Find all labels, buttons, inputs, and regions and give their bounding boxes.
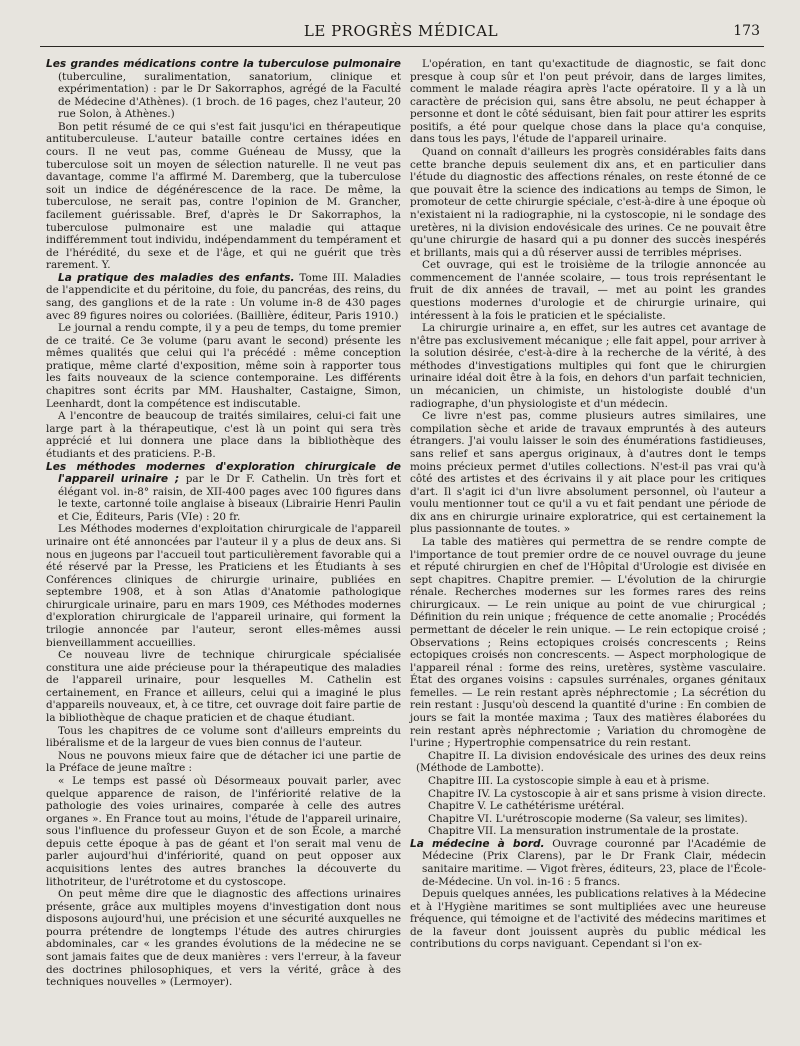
review-entry [46, 58, 401, 121]
review-title: Les méthodes modernes d'exploration chirurgicale de l'appareil urinaire ; [46, 460, 401, 486]
chapter-entry: Chapitre IV. La cystoscopie à air et sans prisme à vision directe. [428, 787, 766, 800]
review-citation: Tome III. Maladies de l'appendicite et du péritoine, du foie, du pancréas, des reins, du sang, des ganglions et de la rate : Un volume in-8 de 430 pages avec 89 figures noires ou coloriées. (Baillière, éditeur, Paris 1910.) [46, 271, 402, 322]
review-citation: Ouvrage couronné par l'Académie de Médecine (Prix Clarens), par le Dr Frank Clair, médecin sanitaire maritime. — Vigot frères, éditeurs, 23, place de l'École-de-Médecine. Un vol. in-16 : 5 francs. [422, 837, 766, 888]
chapter-entry: Chapitre VII. La mensuration instrumentale de la prostate. [428, 825, 739, 838]
chapter-entry: Chapitre III. La cystoscopie simple à eau et à prisme. [428, 774, 710, 787]
table-of-contents: La table des matières qui permettra de se rendre compte de l'importance de tout premier ordre de ce nouvel ouvrage du jeune et réputé chirurgien en chef de l'Hôpital d'Urologie est divisée en sept chapitres. Chapitre premier. — L'évolution de la chirurgie rénale. Recherches modernes sur les formes rares des reins chirurgicaux. — Le rein unique au point de vue chirurgical ; Définition du rein unique ; fréquence de cette anomalie ; Procédés permettant de déceler le rein unique. — Le rein ectopique croisé ; Observations ; Reins ectopiques croisés concrescents ; Reins ectopiques croisés non concrescents. — Aspect morphologique de l'appareil rénal : forme des reins, uretères, système vasculaire. État des organes voisins : capsules surrénales, organes génitaux femelles. — Le rein restant après néphrectomie ; La sécrétion du rein restant : Jusqu'où descend la quantité d'urine : En combien de jours se fait la montée maxima ; Taux des matières élaborées du rein restant après néphrectomie ; Variation du chromogène de l'urine ; Hypertrophie compensatrice du rein restant. [410, 535, 766, 750]
right-column [410, 58, 766, 951]
running-title: LE PROGRÈS MÉDICAL [303, 22, 499, 40]
left-column [46, 58, 401, 989]
review-title: La médecine à bord. [410, 837, 545, 850]
quotation: L'opération, en tant qu'exactitude de diagnostic, se fait donc presque à coup sûr et l'on peut prévoir, dans de larges limites, comment le malade réagira après l'acte opératoire. Il y a là un caractère de précision qui, sans être absolu, ne peut échapper à personne et dont le côté séduisant, bien fait pour attirer les esprits positifs, a été pour quelque chose dans la place qu'a conquise, dans tous les pays, l'étude de l'appareil urinaire. [410, 58, 766, 146]
header-rule [40, 46, 764, 47]
review-entry [410, 838, 766, 888]
chapter-entry: Chapitre V. Le cathétérisme urétéral. [428, 800, 625, 813]
quotation: « Le temps est passé où Désormeaux pouvait parler, avec quelque apparence de raison, de l'infériorité relative de la pathologie des voies urinaires, comparée à celle des autres organes ». En France tout au moins, l'étude de l'appareil urinaire, sous l'influence du professeur Guyon et de son École, a marché depuis cette époque à pas de géant et l'on serait mal venu de parler aujourd'hui d'infériorité, quand on peut opposer aux acquisitions lentes des autres branches la découverte du lithotriteur, de l'urétrotome et du cystoscope. [46, 774, 401, 888]
quotation: La chirurgie urinaire a, en effet, sur les autres cet avantage de n'être pas exclusivement mécanique ; elle fait appel, pour arriver à la solution désirée, c'est-à-dire à la recherche de la vérité, à des méthodes d'investigations multiples qui font que le chirurgien urinaire idéal doit être à la fois, en dehors d'un parfait technicien, un mécanicien, un chimiste, un histologiste doublé d'un radiographe, d'un physiologiste et d'un médecin. [410, 322, 766, 410]
review-entry [46, 461, 401, 524]
paragraph: Les Méthodes modernes d'exploitation chirurgicale de l'appareil urinaire ont été annoncées par l'auteur il y a plus de deux ans. Si nous en jugeons par l'accueil tout particulièrement favorable qui a été réservé par la Presse, les Praticiens et les Étudiants à ses Conférences cliniques de chirurgie urinaire, publiées en septembre 1908, et à son Atlas d'Anatomie pathologique chirurgicale urinaire, paru en mars 1909, ces Méthodes modernes d'exploration chirurgicale de l'appareil urinaire, qui forment la trilogie annoncée par l'auteur, seront elles-mêmes aussi bienveillamment accueillies. [46, 523, 401, 649]
chapter-entry: Chapitre II. La division endovésicale des urines des deux reins (Méthode de Lambotte). [416, 749, 766, 775]
chapter-entry: Chapitre VI. L'urétroscopie moderne (Sa valeur, ses limites). [428, 812, 748, 825]
paragraph: Depuis quelques années, les publications relatives à la Médecine et à l'Hygiène maritimes se sont multipliées avec une heureuse fréquence, qui témoigne et de l'activité des médecins maritimes et de la faveur dont jouissent auprès du public médical les contributions du corps naviguant. Cependant si l'on ex- [410, 888, 766, 951]
paragraph: Le journal a rendu compte, il y a peu de temps, du tome premier de ce traité. Ce 3e volume (paru avant le second) présente les mêmes qualités que celui qui l'a précédé : même conception pratique, même clarté d'exposition, même soin à rapporter tous les faits nouveaux de la science contemporaine. Les différents chapitres sont écrits par MM. Haushalter, Castaigne, Simon, Leenhardt, dont la compétence est indiscutable. [46, 322, 401, 410]
quotation: Ce livre n'est pas, comme plusieurs autres similaires, une compilation sèche et aride de travaux empruntés à des auteurs étrangers. J'ai voulu laisser le soin des énumérations fastidieuses, sans relief et sans apergus originaux, à d'autres dont le temps moins précieux permet d'utiles collections. N'est-il pas vrai qu'à côté des artistes et des écrivains il y ait place pour les critiques d'art. Il s'agit ici d'un livre absolument personnel, où l'auteur a voulu mentionner tout ce qu'il a vu et fait pendant une période de dix ans en chirurgie urinaire exploratrice, qui est certainement la plus passionnante de toutes. » [410, 410, 766, 536]
quotation: Cet ouvrage, qui est le troisième de la trilogie annoncée au commencement de l'année scolaire, — tous trois représentant le fruit de dix années de travail, — met au point les grandes questions modernes d'urologie et de chirurgie urinaire, qui intéressent à la fois le praticien et le spécialiste. [410, 259, 766, 322]
quotation: On peut même dire que le diagnostic des affections urinaires présente, grâce aux multiples moyens d'investigation dont nous disposons aujourd'hui, une précision et une sécurité auxquelles ne pourra prétendre de longtemps l'étude des autres chirurgies abdominales, car « les grandes évolutions de la médecine ne se sont jamais faites que de deux manières : vers l'erreur, à la faveur des doctrines philosophiques, et vers la vérité, grâce à des techniques nouvelles » (Lermoyer). [46, 888, 401, 989]
review-entry [46, 272, 401, 322]
quotation: Quand on connaît d'ailleurs les progrès considérables faits dans cette branche depuis seulement dix ans, et en particulier dans l'étude du diagnostic des affections rénales, on reste étonné de ce que pouvait être la science des indications au temps de Simon, le promoteur de cette chirurgie spéciale, c'est-à-dire à une époque où n'existaient ni la radiographie, ni la cystoscopie, ni le sondage des uretères, ni la division endovésicale des urines. Ce ne pouvait être qu'une chirurgie de hasard qui a pu donner des succès inespérés et brillants, mais qui a dû réserver aussi de terribles méprises. [410, 146, 766, 259]
review-title: Les grandes médications contre la tuberculose pulmonaire [46, 58, 401, 70]
page-number: 173 [733, 23, 760, 39]
review-title: La pratique des maladies des enfants. [58, 271, 295, 284]
paragraph: Ce nouveau livre de technique chirurgicale spécialisée constitura une aide précieuse pour la thérapeutique des maladies de l'appareil urinaire, pour lesquelles M. Cathelin est certainement, en France et ailleurs, celui qui a imaginé le plus d'appareils nouveaux, et, à ce titre, cet ouvrage doit faire partie de la bibliothèque de chaque praticien et de chaque étudiant. [46, 649, 401, 725]
page-header [40, 20, 762, 44]
paragraph: Bon petit résumé de ce qui s'est fait jusqu'ici en thérapeutique antituberculeuse. L'auteur bataille contre certaines idées en cours. Il ne veut pas, comme Guéneau de Mussy, que la tuberculose soit un moyen de sélection naturelle. Il ne veut pas davantage, comme l'a affirmé M. Daremberg, que la tuberculose soit un indice de dégénérescence de la race. De même, la tuberculose, ne serait pas, contre l'opinion de M. Grancher, facilement guérissable. Bref, d'après le Dr Sakorraphos, la tuberculose pulmonaire est une maladie qui attaque indifféremment tout individu, indépendamment du tempérament et de l'hérédité, du sexe et de l'âge, et qui ne guérit que très rarement. Y. [46, 120, 401, 272]
review-citation: par le Dr F. Cathelin. Un très fort et élégant vol. in-8° raisin, de XII-400 pages avec 100 figures dans le texte, cartonné toile anglaise à biseaux (Librairie Henri Paulin et Cie, Éditeurs, Paris (VIe) : 20 fr. [58, 473, 401, 523]
review-citation: (tuberculine, suralimentation, sanatorium, clinique et expérimentation) : par le Dr Sakorraphos, agrégé de la Faculté de Médecine d'Athènes). (1 broch. de 16 pages, chez l'auteur, 20 rue Solon, à Athènes.) [58, 70, 401, 121]
paragraph: Nous ne pouvons mieux faire que de détacher ici une partie de la Préface de jeune maître : [46, 749, 401, 775]
paragraph: A l'encontre de beaucoup de traités similaires, celui-ci fait une large part à la thérapeutique, c'est là un point qui sera très apprécié et lui donnera une place dans la bibliothèque des étudiants et des praticiens. P.-B. [46, 410, 401, 460]
paragraph: Tous les chapitres de ce volume sont d'ailleurs empreints du libéralisme et de la largeur de vues bien connus de l'auteur. [46, 724, 401, 750]
